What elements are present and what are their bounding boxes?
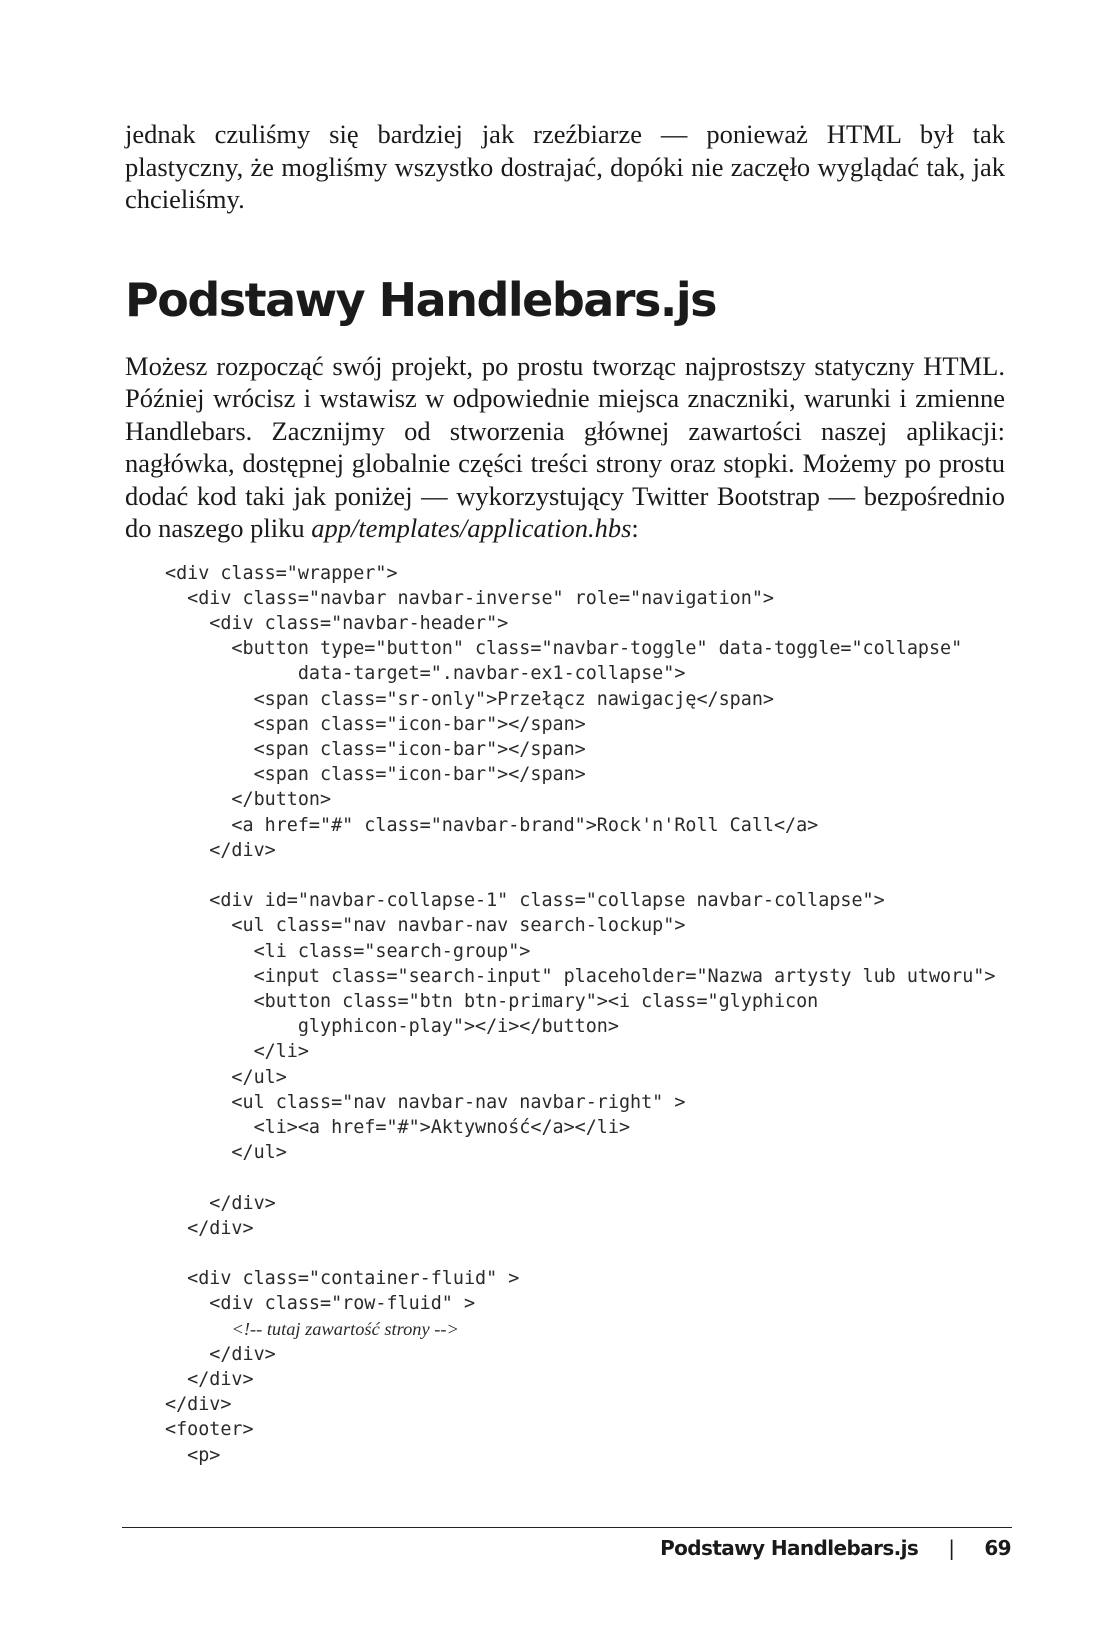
code-line: </div> xyxy=(165,1368,254,1390)
code-line xyxy=(165,1317,1005,1342)
page-number: 69 xyxy=(984,1536,1011,1560)
code-line: <ul class="nav navbar-nav search-lockup"> xyxy=(165,915,686,937)
footer-separator: | xyxy=(948,1536,955,1560)
code-line: <p> xyxy=(165,1444,221,1466)
code-line: <div class="row-fluid" > xyxy=(165,1293,476,1315)
code-line: <span class="icon-bar"></span> xyxy=(165,713,586,735)
code-line: <button class="btn btn-primary"><i class="glyphicon xyxy=(165,990,819,1012)
code-block xyxy=(165,561,1005,1468)
main-paragraph xyxy=(125,350,1005,545)
code-line: </button> xyxy=(165,789,332,811)
code-line: <footer> xyxy=(165,1419,254,1441)
code-line: </ul> xyxy=(165,1142,287,1164)
code-line: data-target=".navbar-ex1-collapse"> xyxy=(165,663,686,685)
code-comment: <!-- tutaj zawartość strony --> xyxy=(231,1318,459,1339)
main-paragraph-trailing: : xyxy=(631,513,639,543)
code-line: <li class="search-group"> xyxy=(165,940,531,962)
code-line: glyphicon-play"></i></button> xyxy=(165,1016,619,1038)
footer-rule xyxy=(122,1527,1012,1528)
code-line: </div> xyxy=(165,1343,276,1365)
running-title: Podstawy Handlebars.js xyxy=(660,1536,919,1560)
code-line: </li> xyxy=(165,1041,309,1063)
code-line: </div> xyxy=(165,839,276,861)
code-line: </div> xyxy=(165,1394,232,1416)
intro-paragraph: jednak czuliśmy się bardziej jak rzeźbiarze — ponieważ HTML był tak plastyczny, że mogliśmy wszystko dostrajać, dopóki nie zaczęło wyglądać tak, jak chcieliśmy. xyxy=(125,119,1005,214)
code-line xyxy=(165,863,1005,888)
code-line: <div class="navbar-header"> xyxy=(165,612,509,634)
main-paragraph-text: Możesz rozpocząć swój projekt, po prostu tworząc najprostszy statyczny HTML. Później wrócisz i wstawisz w odpowiednie miejsca znaczniki, warunki i zmienne Handlebars. Zacznijmy od stworzenia głównej zawartości naszej aplikacji: nagłówka, dostępnej globalnie części treści strony oraz stopki. Możemy po prostu dodać kod taki jak poniżej — wykorzystujący Twitter Bootstrap — bezpośrednio do naszego pliku xyxy=(125,350,1005,543)
code-line: <button type="button" class="navbar-toggle" data-toggle="collapse" xyxy=(165,638,963,660)
code-line: </div> xyxy=(165,1192,276,1214)
code-line: <div id="navbar-collapse-1" class="collapse navbar-collapse"> xyxy=(165,890,885,912)
code-line: <li><a href="#">Aktywność</a></li> xyxy=(165,1116,631,1138)
code-line xyxy=(165,1165,1005,1190)
code-line: <ul class="nav navbar-nav navbar-right" > xyxy=(165,1091,686,1113)
code-line: <div class="container-fluid" > xyxy=(165,1268,520,1290)
code-line: <div class="wrapper"> xyxy=(165,562,398,584)
section-heading: Podstawy Handlebars.js xyxy=(125,272,716,327)
code-line: <span class="icon-bar"></span> xyxy=(165,764,586,786)
code-line: </ul> xyxy=(165,1066,287,1088)
code-line: <a href="#" class="navbar-brand">Rock'n'Roll Call</a> xyxy=(165,814,819,836)
code-line xyxy=(165,1241,1005,1266)
code-line: <span class="sr-only">Przełącz nawigację</span> xyxy=(165,688,774,710)
code-line: </div> xyxy=(165,1217,254,1239)
code-line: <input class="search-input" placeholder="Nazwa artysty lub utworu"> xyxy=(165,965,996,987)
code-line: <div class="navbar navbar-inverse" role="navigation"> xyxy=(165,587,774,609)
page-footer xyxy=(660,1536,1011,1560)
code-line: <span class="icon-bar"></span> xyxy=(165,738,586,760)
file-path: app/templates/application.hbs xyxy=(311,513,632,543)
page-content xyxy=(125,118,1005,1468)
